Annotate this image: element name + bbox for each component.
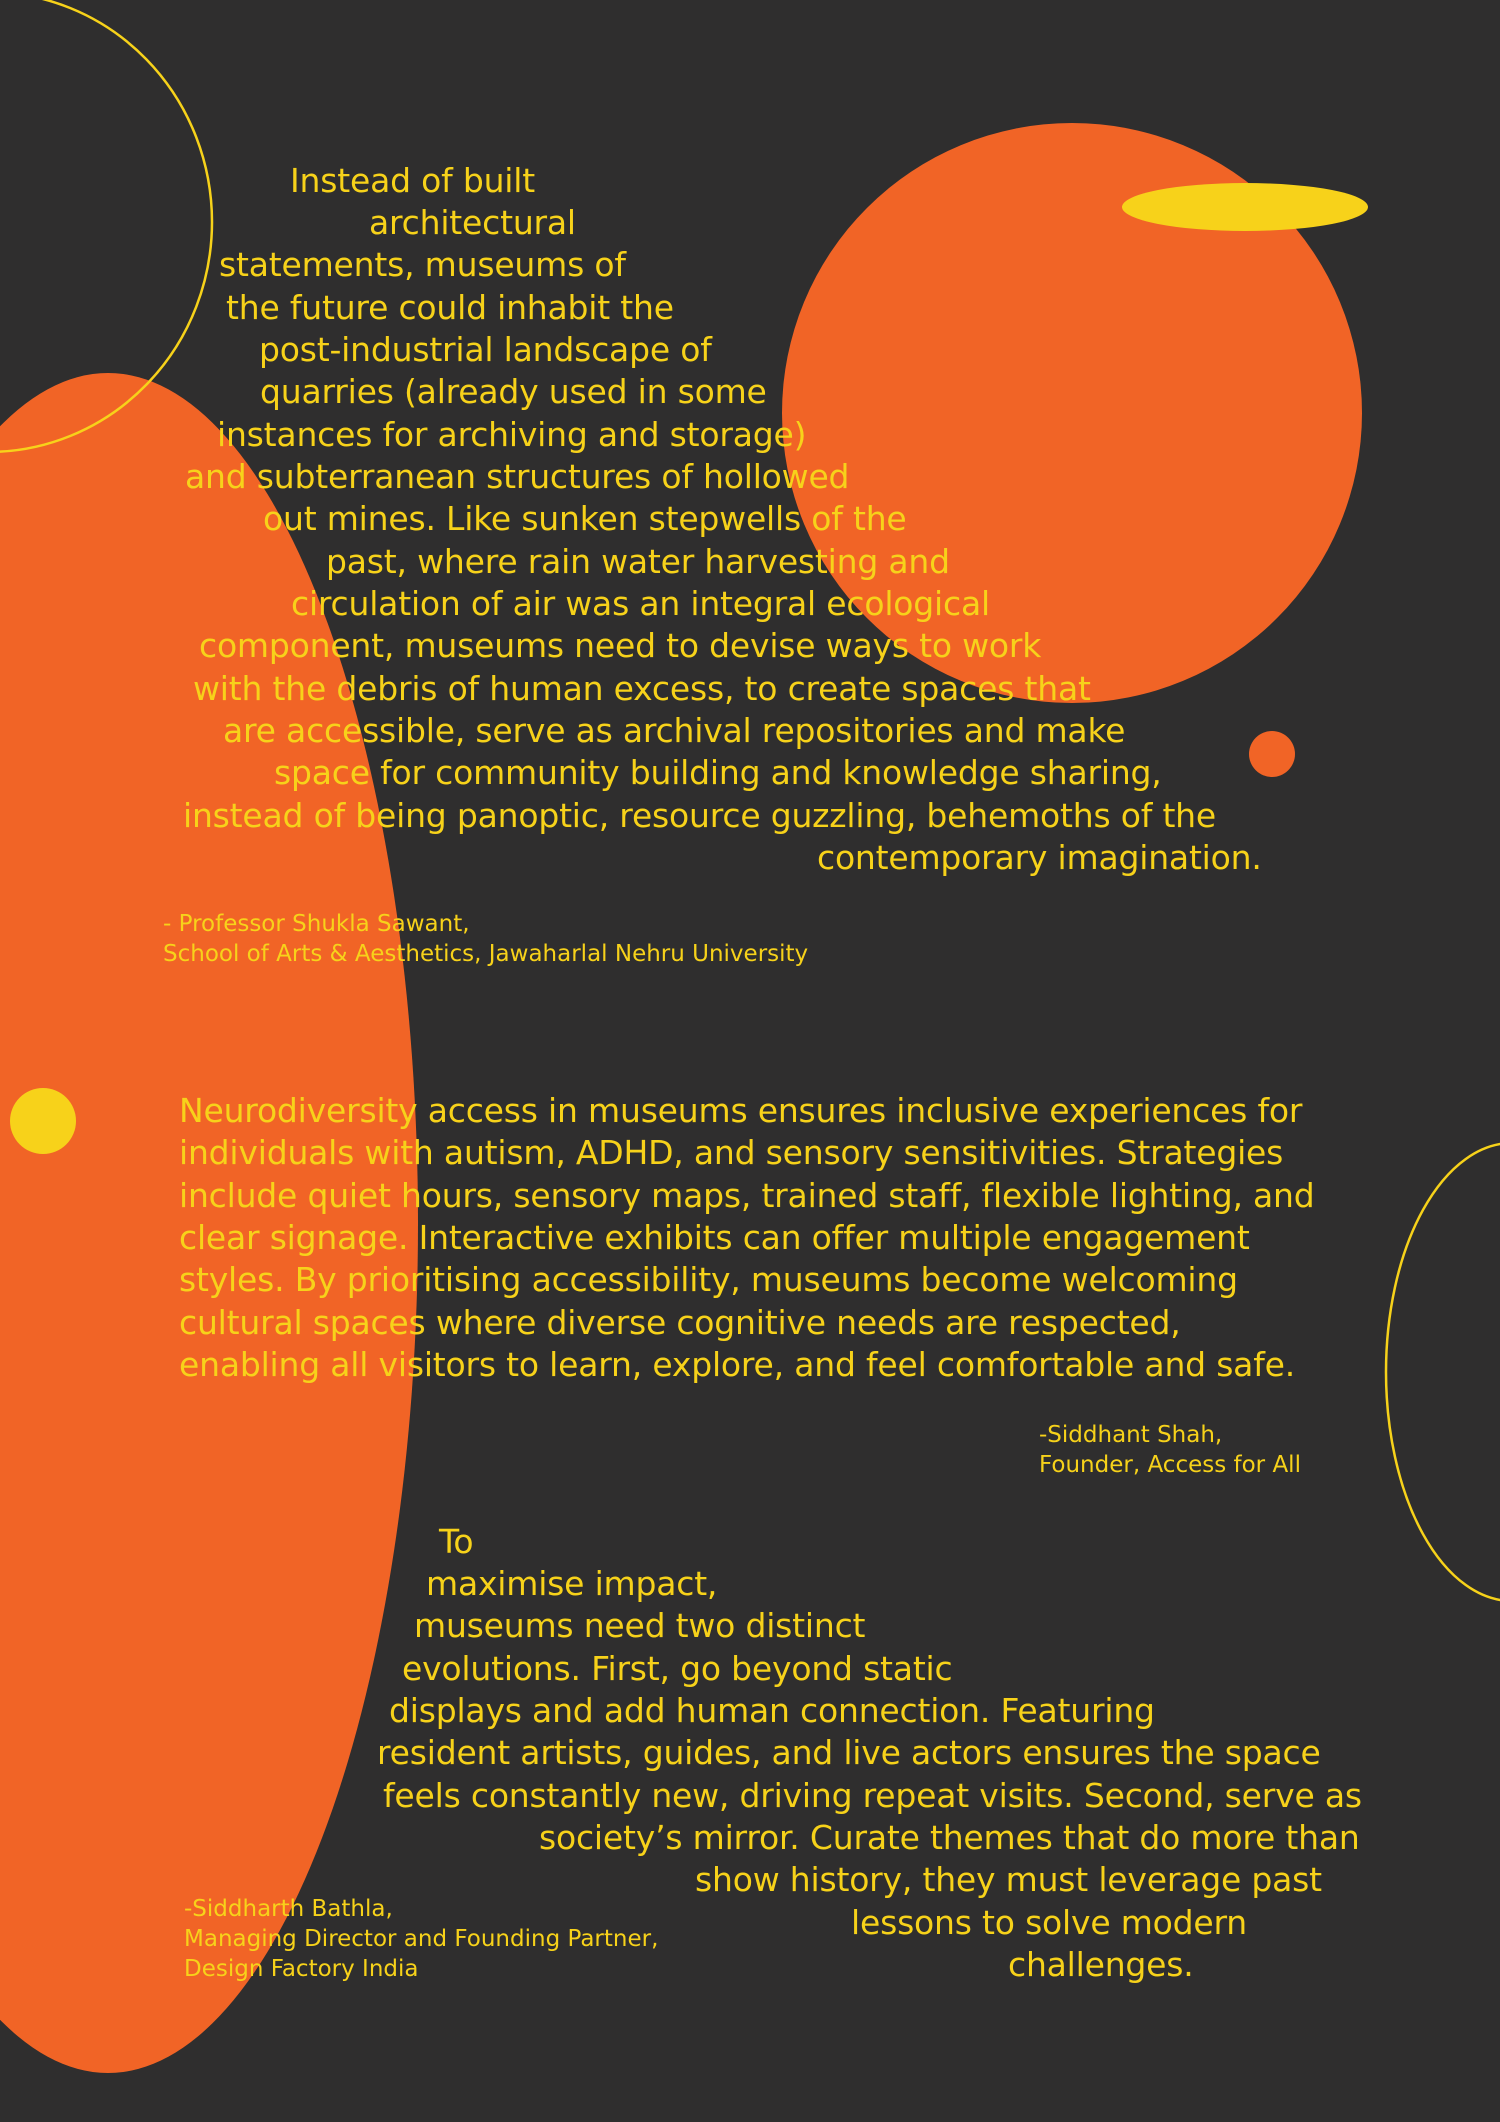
quote3-line: challenges. (1008, 1945, 1194, 1984)
quote1-line: out mines. Like sunken stepwells of the (263, 499, 907, 538)
quote2-line: Neurodiversity access in museums ensures inclusive experiences for (179, 1091, 1303, 1130)
quote1-line: component, museums need to devise ways to work (199, 626, 1042, 665)
quote2-line: styles. By prioritising accessibility, museums become welcoming (179, 1260, 1238, 1299)
quote3-line: feels constantly new, driving repeat visits. Second, serve as (383, 1776, 1362, 1815)
quote2-line: cultural spaces where diverse cognitive needs are respected, (179, 1303, 1181, 1342)
quote1-line: instead of being panoptic, resource guzzling, behemoths of the (183, 796, 1216, 835)
quote2-line: enabling all visitors to learn, explore, and feel comfortable and safe. (179, 1345, 1296, 1384)
quote1-line: past, where rain water harvesting and (326, 542, 950, 581)
quote2-affiliation: Founder, Access for All (1039, 1452, 1301, 1478)
small-orange-dot (1249, 731, 1295, 777)
quote2-line: clear signage. Interactive exhibits can offer multiple engagement (179, 1218, 1250, 1257)
quote2-line: individuals with autism, ADHD, and sensory sensitivities. Strategies (179, 1133, 1284, 1172)
quote3-line: lessons to solve modern (851, 1903, 1248, 1942)
quote3-line: show history, they must leverage past (695, 1860, 1322, 1899)
quote1-line: are accessible, serve as archival repositories and make (223, 711, 1126, 750)
quote2-author: -Siddhant Shah, (1039, 1422, 1223, 1448)
quote2-line: include quiet hours, sensory maps, trained staff, flexible lighting, and (179, 1176, 1315, 1215)
yellow-dot (10, 1088, 76, 1154)
quote1-line: space for community building and knowledge sharing, (274, 753, 1162, 792)
quote1-line: circulation of air was an integral ecological (291, 584, 990, 623)
quote3-affiliation-line2: Design Factory India (184, 1956, 419, 1982)
quote3-author: -Siddharth Bathla, (184, 1896, 393, 1922)
quote1-line: post-industrial landscape of (259, 330, 712, 369)
quote3-affiliation-line1: Managing Director and Founding Partner, (184, 1926, 659, 1952)
quote1-line: contemporary imagination. (817, 838, 1262, 877)
quote3-line: displays and add human connection. Featuring (389, 1691, 1155, 1730)
quote1-line: with the debris of human excess, to create spaces that (193, 669, 1091, 708)
quote3-line: maximise impact, (426, 1564, 718, 1603)
quote3-line: To (439, 1522, 474, 1561)
quote1-line: statements, museums of (219, 245, 626, 284)
quote1-line: instances for archiving and storage) (217, 415, 807, 454)
quote1-line: the future could inhabit the (226, 288, 674, 327)
quote3-line: museums need two distinct (414, 1606, 866, 1645)
quote1-line: architectural (369, 203, 576, 242)
quote1-affiliation: School of Arts & Aesthetics, Jawaharlal Nehru University (163, 941, 809, 967)
quote1-author: - Professor Shukla Sawant, (163, 911, 470, 937)
quote3-line: resident artists, guides, and live actors ensures the space (377, 1733, 1321, 1772)
yellow-ellipse (1122, 183, 1368, 231)
quote1-line: and subterranean structures of hollowed (185, 457, 850, 496)
quote1-line: Instead of built (290, 161, 535, 200)
quote1-line: quarries (already used in some (260, 372, 767, 411)
quote3-line: society’s mirror. Curate themes that do more than (539, 1818, 1360, 1857)
quote3-line: evolutions. First, go beyond static (402, 1649, 953, 1688)
